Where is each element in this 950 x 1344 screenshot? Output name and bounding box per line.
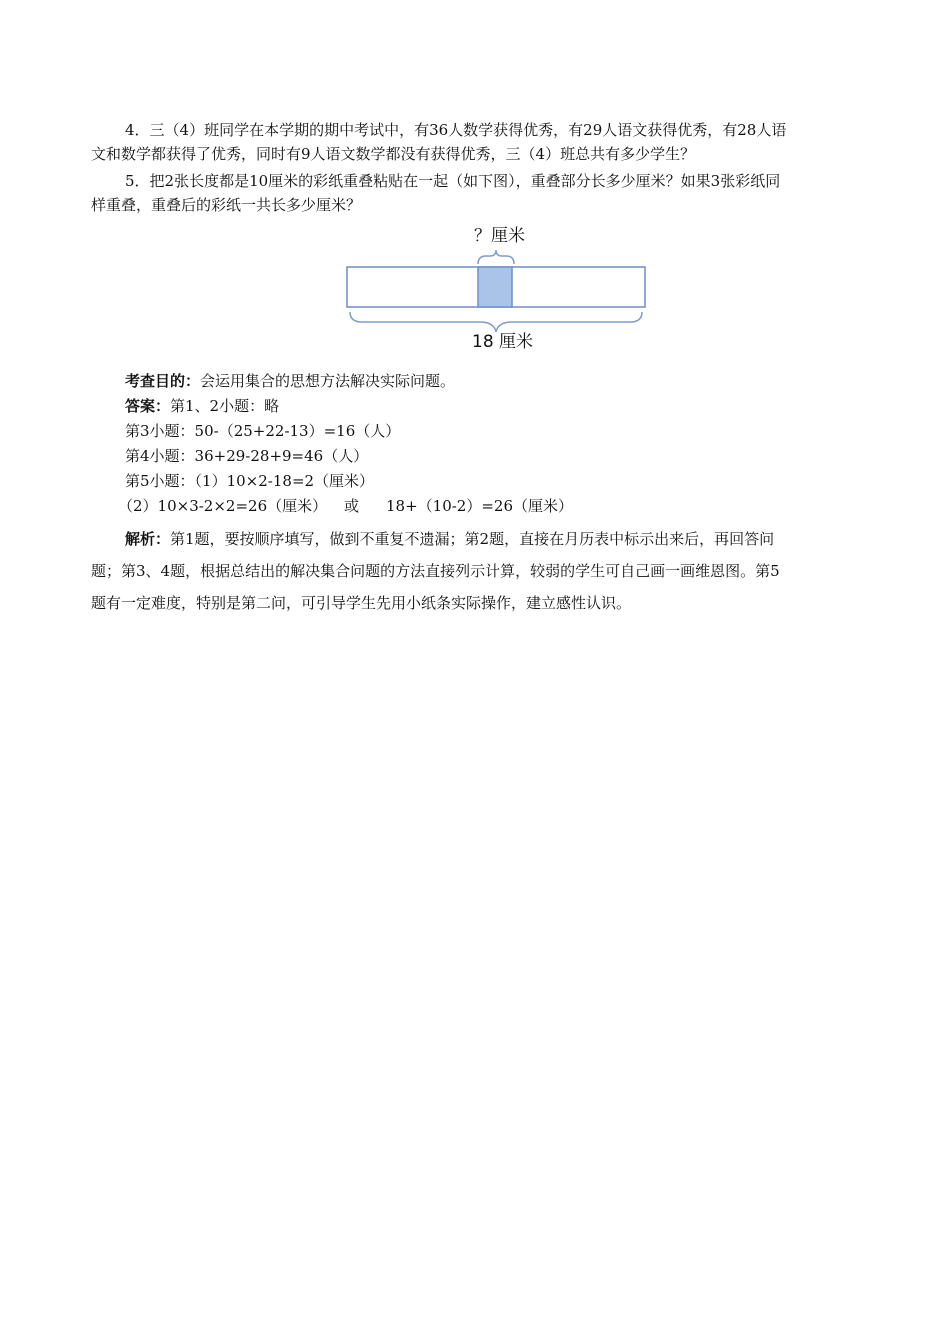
analysis-line-3: 题有一定难度，特别是第二问，可引导学生先用小纸条实际操作，建立感性认识。 bbox=[91, 594, 632, 612]
answer-label: 答案： bbox=[125, 397, 171, 415]
overlap-region bbox=[478, 267, 512, 307]
problem-4-line-1: 4．三（4）班同学在本学期的期中考试中，有36人数学获得优秀，有29人语文获得优秀，有28人语 bbox=[125, 121, 787, 139]
overlap-length-label: ？厘米 bbox=[474, 226, 525, 246]
analysis-line-2: 题；第3、4题，根据总结出的解决集合问题的方法直接列示计算，较弱的学生可自己画一画维恩图。第5 bbox=[91, 562, 780, 580]
analysis-text-1: 第1题，要按顺序填写，做到不重复不遗漏；第2题，直接在月历表中标示出来后，再回答问 bbox=[170, 530, 775, 548]
overlap-diagram bbox=[330, 220, 670, 360]
answer-q4: 第4小题：36+29-28+9=46（人） bbox=[125, 447, 369, 465]
answer-q3: 第3小题：50-（25+22-13）=16（人） bbox=[125, 422, 401, 440]
answer-line bbox=[125, 396, 279, 416]
answer-q5-or: 或 bbox=[344, 497, 360, 515]
answer-q5-part2: （2）10×3-2×2=26（厘米） bbox=[118, 497, 328, 515]
answer-q5-part1: 第5小题：（1）10×2-18=2（厘米） bbox=[125, 472, 375, 490]
problem-5-line-1: 5．把2张长度都是10厘米的彩纸重叠粘贴在一起（如下图），重叠部分长多少厘米？如果3张彩纸同 bbox=[125, 172, 781, 190]
purpose-label: 考查目的： bbox=[125, 372, 201, 390]
bottom-brace bbox=[350, 312, 642, 332]
answer-q5-alternative: 18+（10-2）=26（厘米） bbox=[386, 497, 574, 515]
answer-text: 第1、2小题：略 bbox=[170, 397, 280, 415]
purpose-line bbox=[125, 371, 455, 391]
purpose-text: 会运用集合的思想方法解决实际问题。 bbox=[200, 372, 456, 390]
problem-5-line-2: 样重叠，重叠后的彩纸一共长多少厘米？ bbox=[91, 196, 362, 214]
problem-4-line-2: 文和数学都获得了优秀，同时有9人语文数学都没有获得优秀，三（4）班总共有多少学生？ bbox=[91, 145, 696, 163]
analysis-label: 解析： bbox=[125, 530, 171, 548]
analysis-line-1 bbox=[125, 529, 774, 549]
total-length-label: 18 厘米 bbox=[472, 332, 534, 352]
top-brace bbox=[478, 250, 514, 264]
